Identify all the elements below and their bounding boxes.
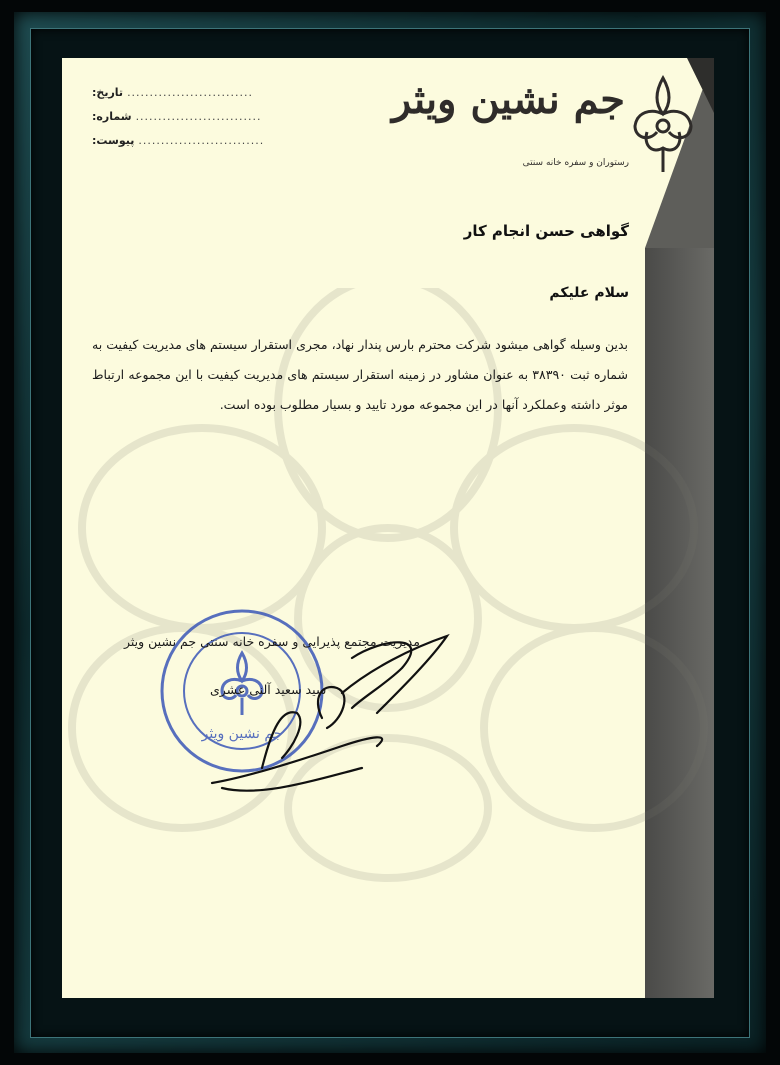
number-field bbox=[92, 110, 262, 123]
attachment-dots: ............................ bbox=[138, 134, 265, 147]
date-field bbox=[92, 86, 253, 99]
signature bbox=[202, 628, 462, 803]
letterhead-footer-blurred bbox=[202, 913, 622, 973]
attachment-field bbox=[92, 134, 265, 147]
date-label: تاریخ: bbox=[92, 86, 124, 99]
fleur-logo-icon bbox=[627, 74, 699, 174]
signatory-title: مدیریت مجتمع پذیرایی و سفره خانه سنتی جم نشین ویثر bbox=[124, 634, 420, 649]
signatory-name: سید سعید آلنی عشری bbox=[210, 682, 327, 697]
date-dots: ............................ bbox=[127, 86, 253, 99]
letter-paper bbox=[62, 58, 714, 998]
letterhead-tagline: رستوران و سفره خانه سنتی bbox=[522, 158, 629, 168]
attachment-label: پیوست: bbox=[92, 134, 135, 147]
letter-body: بدین وسیله گواهی میشود شرکت محترم بارس پندار نهاد، مجری استقرار سیستم های مدیریت کیفیت به شماره ثبت ۳۸۳۹۰ به عنوان مشاور در زمینه استقرار سیستم های مدیریت کیفیت با این مجموعه ارتباط موثر داشته وعملکرد آنها در این مجموعه مورد تایید و بسیار مطلوب بوده است. bbox=[92, 337, 628, 412]
stamp-text: جم نشین ویثر bbox=[201, 726, 283, 742]
letter-title: گواهی حسن انجام کار bbox=[463, 222, 629, 240]
number-dots: ............................ bbox=[135, 110, 262, 123]
letter-greeting: سلام علیکم bbox=[549, 285, 629, 301]
letterhead-name: جم نشین ویثر bbox=[391, 76, 625, 123]
letterhead-logo bbox=[391, 70, 707, 182]
number-label: شماره: bbox=[92, 110, 132, 123]
